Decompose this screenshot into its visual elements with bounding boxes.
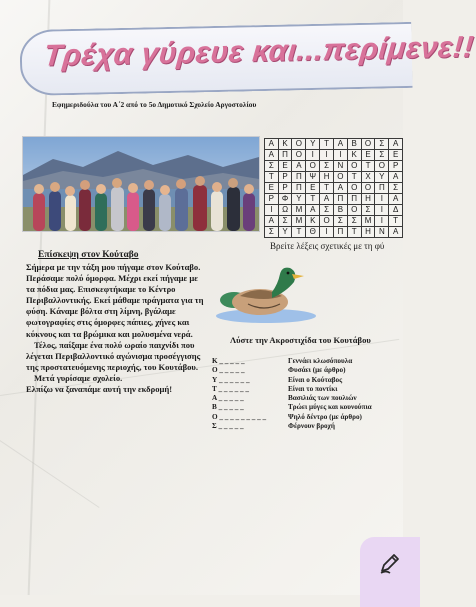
word-search-cell: Ε (278, 161, 292, 172)
word-search-cell: Τ (347, 172, 361, 183)
word-search-row (265, 183, 403, 194)
article-body (26, 262, 206, 395)
acrostic-clue: Βασιλιάς των πουλιών (288, 394, 357, 403)
word-search-cell: Σ (265, 227, 279, 238)
word-search-cell: Ο (361, 139, 375, 150)
word-search-cell: Ο (306, 161, 320, 172)
paper-crease (0, 440, 99, 508)
word-search-cell: Σ (347, 216, 361, 227)
article-paragraph: Ελπίζω να ξαναπάμε αυτή την εκδρομή! (26, 384, 173, 395)
word-search-cell: Α (389, 172, 403, 183)
acrostic-clue: Τρώει μύγες και κουνούπια (288, 403, 372, 412)
word-search-row (265, 139, 403, 150)
word-search-cell: Σ (320, 161, 334, 172)
word-search-cell: Ρ (389, 161, 403, 172)
word-search-cell: Τ (389, 216, 403, 227)
word-search-cell: Μ (292, 205, 306, 216)
word-search-cell: Ψ (306, 172, 320, 183)
word-search-cell: Α (265, 139, 279, 150)
word-search-cell: Χ (361, 172, 375, 183)
article-paragraph: Σήμερα με την τάξη μου πήγαμε στον Κούταβο. Περάσαμε πολύ όμορφα. Μέχρι εκεί πήγαμε με τα πόδια μας. Επισκεφτήκαμε το Κέντρο Περιβαλλοντικής. Εκεί μάθαμε πράγματα για τη φύση. Κάναμε βόλτα στη λίμνη, βγάλαμε φωτογραφίες στις όμορφες πάπιες, χήνες και κύκνους και τα βρώμικα και μολυσμένα νερά. (26, 262, 204, 339)
word-search-cell: Ο (347, 161, 361, 172)
page-title: Τρέχα γύρευε και...περίμενε!! (42, 30, 476, 73)
word-search-row (265, 150, 403, 161)
acrostic-clue: Ψηλό δέντρο (με άρθρο) (288, 412, 362, 421)
word-search-cell: Ο (361, 183, 375, 194)
word-search-cell: Ρ (278, 172, 292, 183)
acrostic-title: Λύστε την Ακροστιχίδα του Κουτάβου (230, 335, 371, 345)
acrostic-row (212, 385, 412, 394)
acrostic-letter: Ο _ _ _ _ _ _ _ _ _ (212, 412, 267, 421)
word-search-cell: Ι (265, 205, 279, 216)
acrostic-letter: Τ _ _ _ _ _ _ (212, 384, 250, 393)
acrostic-row (212, 403, 412, 412)
acrostic-clue: Είναι το ποντίκι (288, 384, 338, 393)
word-search-cell: Π (292, 172, 306, 183)
word-search-cell: Β (347, 139, 361, 150)
word-search-cell: Υ (375, 172, 389, 183)
word-search-cell: Ε (361, 150, 375, 161)
word-search-cell: Ι (320, 150, 334, 161)
class-photo (22, 136, 260, 232)
word-search-cell: Κ (347, 150, 361, 161)
word-search-cell: Ο (347, 205, 361, 216)
acrostic-row (212, 357, 412, 366)
word-search-cell: Ε (389, 150, 403, 161)
word-search-row (265, 161, 403, 172)
word-search-cell: Η (361, 194, 375, 205)
acrostic-letter: Κ _ _ _ _ _ (212, 357, 245, 365)
word-search-cell: Τ (320, 139, 334, 150)
acrostic-clue: Γεννάει κλωσόπουλα (288, 357, 353, 365)
word-search-cell: Ι (375, 194, 389, 205)
word-search-cell: Ο (292, 150, 306, 161)
word-search-row (265, 172, 403, 183)
page-subtitle: Εφημεριδούλα του Α΄2 από το 5ο Δημοτικό Σχολείο Αργοστολίου (52, 100, 257, 109)
acrostic-row (212, 366, 412, 375)
word-search-cell: Ε (306, 183, 320, 194)
word-search-cell: Α (265, 150, 279, 161)
word-search-cell: Α (320, 194, 334, 205)
word-search-cell: Β (334, 205, 348, 216)
word-search-cell: Κ (278, 139, 292, 150)
word-search-cell: Η (361, 227, 375, 238)
word-search-cell: Α (292, 161, 306, 172)
word-search-cell: Σ (361, 205, 375, 216)
word-search-cell: Ρ (278, 183, 292, 194)
word-search-cell: Σ (265, 161, 279, 172)
word-search-cell: Π (334, 227, 348, 238)
word-search-cell: Κ (306, 216, 320, 227)
word-search-cell: Ε (265, 183, 279, 194)
word-search-cell: Η (320, 172, 334, 183)
word-search-row (265, 205, 403, 216)
acrostic-clue: Φέρνουν βροχή (288, 422, 335, 431)
acrostic-row (212, 413, 412, 422)
word-search-grid (264, 138, 403, 238)
word-search-cell: Ι (320, 227, 334, 238)
acrostic-clue: Είναι ο Κούταβος (288, 375, 343, 384)
word-search-cell: Τ (361, 161, 375, 172)
word-search-cell: Σ (375, 150, 389, 161)
article-paragraph: Τέλος, παίξαμε ένα πολύ ωραίο παιχνίδι που λέγεται Περιβαλλοντικό αγώνισμα προσέγγισης της προστατευόμενης περιοχής, του Κουτάβου. (26, 339, 201, 372)
acrostic-row (212, 376, 412, 385)
word-search-row (265, 194, 403, 205)
word-search-cell: Υ (278, 227, 292, 238)
word-search-cell: Τ (306, 194, 320, 205)
word-search-cell: Α (334, 183, 348, 194)
word-search-cell: Ι (375, 216, 389, 227)
word-search-cell: Ι (375, 205, 389, 216)
acrostic-letter: Β _ _ _ _ _ (212, 403, 244, 412)
word-search-cell: Θ (306, 227, 320, 238)
word-search-cell: Τ (292, 227, 306, 238)
word-search-cell: Π (375, 183, 389, 194)
word-search-cell: Φ (278, 194, 292, 205)
acrostic-row (212, 422, 412, 431)
word-search-cell: Π (278, 150, 292, 161)
duck-illustration (214, 262, 318, 324)
word-search-cell: Ω (278, 205, 292, 216)
word-search-cell: Α (265, 216, 279, 227)
acrostic-clue: Φυσάει (με άρθρο) (288, 366, 346, 375)
word-search-hint: Βρείτε λέξεις σχετικές με τη φύ (270, 241, 385, 251)
word-search-cell: Μ (361, 216, 375, 227)
corner-pen-button[interactable] (360, 537, 420, 607)
word-search-cell: Ο (347, 183, 361, 194)
word-search-cell: Υ (292, 194, 306, 205)
word-search-cell: Μ (292, 216, 306, 227)
article-title: Επίσκεψη στον Κούταβο (38, 250, 139, 260)
word-search-cell: Π (334, 194, 348, 205)
word-search-row (265, 227, 403, 238)
word-search-cell: Π (347, 194, 361, 205)
word-search-cell: Ο (334, 172, 348, 183)
word-search-row (265, 216, 403, 227)
word-search-cell: Π (292, 183, 306, 194)
word-search-cell: Σ (389, 183, 403, 194)
word-search-cell: Τ (265, 172, 279, 183)
word-search-cell: Α (389, 227, 403, 238)
word-search-cell: Ι (334, 150, 348, 161)
word-search-cell: Τ (347, 227, 361, 238)
article-paragraph: Μετά γυρίσαμε σχολείο. (34, 372, 123, 383)
word-search-cell: Σ (278, 216, 292, 227)
word-search-cell: Ν (375, 227, 389, 238)
word-search-cell: Α (389, 139, 403, 150)
acrostic-letter: Σ _ _ _ _ _ (212, 422, 244, 431)
word-search-cell: Ι (306, 150, 320, 161)
word-search-cell: Ο (292, 139, 306, 150)
word-search-cell: Σ (375, 139, 389, 150)
pen-icon (378, 551, 402, 575)
acrostic-letter: Υ _ _ _ _ _ _ (212, 375, 250, 384)
acrostic-list (212, 357, 412, 431)
acrostic-letter: Α _ _ _ _ _ (212, 394, 244, 403)
word-search-cell: Υ (306, 139, 320, 150)
word-search-cell: Ο (320, 216, 334, 227)
word-search-cell: Δ (389, 205, 403, 216)
word-search-cell: Τ (320, 183, 334, 194)
word-search-cell: Σ (334, 216, 348, 227)
acrostic-letter: Ο _ _ _ _ _ (212, 366, 245, 375)
word-search-cell: Α (389, 194, 403, 205)
word-search-cell: Ο (375, 161, 389, 172)
word-search-cell: Α (334, 139, 348, 150)
word-search-cell: Α (306, 205, 320, 216)
title-banner (19, 22, 476, 96)
word-search-cell: Σ (320, 205, 334, 216)
word-search-cell: Ρ (265, 194, 279, 205)
word-search-cell: Ν (334, 161, 348, 172)
